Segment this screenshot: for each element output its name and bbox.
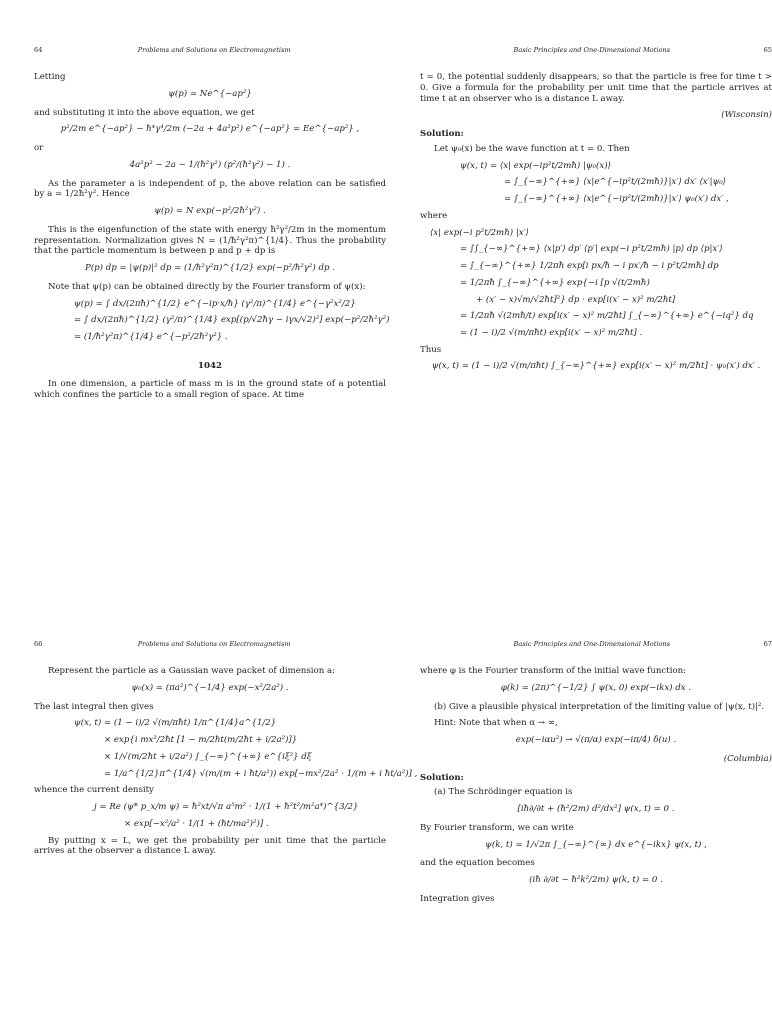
running-title: Problems and Solutions on Electromagnetism <box>137 46 291 54</box>
equation: × exp[−x²/a² · 1/(1 + (ħt/ma²)²)] . <box>124 818 269 829</box>
equation: φ(k) = (2π)^{−1/2} ∫ ψ(x, 0) exp(−ikx) dx . <box>500 682 692 693</box>
equation: P(p) dp = |ψ(p)|² dp = (1/ħ²γ²π)^{1/2} exp(−p²/ħ²γ²) dp . <box>85 263 335 274</box>
equation: × 1/√(m/2ħt + i/2a²) ∫_{−∞}^{+∞} e^{iξ²} dξ <box>104 751 312 762</box>
equation: [iħ∂/∂t + (ħ²/2m) d²/dx²] ψ(x, t) = 0 . <box>517 804 675 815</box>
equation: = (1 − i)/2 √(m/πħt) exp[i(x′ − x)² m/2ħt] . <box>460 327 643 338</box>
paragraph: Integration gives <box>420 893 495 904</box>
paragraph: Represent the particle as a Gaussian wave packet of dimension a: <box>48 666 335 677</box>
page-64 <box>34 46 390 407</box>
equation: exp(−iαu²) → √(π/α) exp(−iπ/4) δ(u) . <box>515 735 677 746</box>
paragraph: By Fourier transform, we can write <box>420 822 574 833</box>
paragraph: where <box>420 210 448 221</box>
equation: ψ(x, t) = (1 − i)/2 √(m/πħt) 1/π^{1/4}a^{1/2} <box>74 718 277 729</box>
running-header <box>34 640 386 648</box>
equation: ψ(p) = ∫ dx/(2πħ)^{1/2} e^{−ip·x/ħ} (γ²/π)^{1/4} e^{−γ²x²/2} <box>74 298 356 309</box>
solution-heading: Solution: <box>420 129 464 140</box>
page-number: 65 <box>763 46 772 54</box>
running-title: Problems and Solutions on Electromagnetism <box>137 640 291 648</box>
equation: = 1/2πħ ∫_{−∞}^{+∞} exp{−i [p √(t/2mħ) <box>460 277 650 288</box>
equation: ψ(p) = N exp(−p²/2ħ²γ²) . <box>154 206 266 217</box>
paragraph: By putting x = L, we get the probability per unit time that the particle arrives at the observer a distance L away. <box>34 835 386 857</box>
source-label: (Wisconsin) <box>721 110 772 121</box>
paragraph: As the parameter a is independent of p, the above relation can be satisfied by a = 1/2ħ²γ². Hence <box>34 178 386 200</box>
equation: = ∫_{−∞}^{+∞} 1/2πħ exp[i px/ħ − i px′/ħ − i p²t/2mħ] dp <box>460 261 719 272</box>
equation: ψ(p) = Ne^{−ap²} <box>168 88 252 99</box>
paragraph: Thus <box>420 344 442 355</box>
equation: = 1/2πħ √(2mħ/t) exp[i(x′ − x)² m/2ħt] ∫_{−∞}^{+∞} e^{−iq²} dq <box>460 311 754 322</box>
equation: j = Re (ψ* p_x/m ψ) = ħ²xt/√π a⁵m² · 1/(1 + ħ²t²/m²a⁴)^{3/2} <box>94 802 359 813</box>
running-title: Basic Principles and One-Dimensional Motions <box>513 640 671 648</box>
running-header <box>420 46 772 54</box>
equation: ψ₀(x) = (πa²)^{−1/4} exp(−x²/2a²) . <box>131 682 289 693</box>
running-header <box>34 46 386 54</box>
running-header <box>420 640 772 648</box>
equation: ψ(x, t) = ⟨x| exp(−ip²t/2mħ) |ψ₀(x)⟩ <box>460 160 611 171</box>
equation: = ∫∫_{−∞}^{+∞} ⟨x|p′⟩ dp′ ⟨p′| exp(−i p²t/2mħ) |p⟩ dp ⟨p|x′⟩ <box>460 244 723 255</box>
paragraph: Let ψ₀(x) be the wave function at t = 0. Then <box>434 143 630 154</box>
paragraph: or <box>34 143 44 154</box>
equation: 4a²p² − 2a − 1/(ħ²γ²) (p²/(ħ²γ²) − 1) . <box>129 159 291 170</box>
equation: ψ(k, t) = 1/√2π ∫_{−∞}^{∞} dx e^{−ikx} ψ(x, t) , <box>485 839 707 850</box>
page-number: 67 <box>763 640 772 648</box>
paragraph: Hint: Note that when α → ∞, <box>434 718 558 729</box>
paragraph: and the equation becomes <box>420 858 535 869</box>
paragraph: whence the current density <box>34 785 154 796</box>
paragraph: Letting <box>34 72 66 83</box>
page-number: 64 <box>34 46 43 54</box>
paragraph: The last integral then gives <box>34 701 154 712</box>
paragraph: (a) The Schrödinger equation is <box>434 787 573 798</box>
paragraph: This is the eigenfunction of the state with energy ħ²γ²/2m in the momentum representation. Normalization gives N = (1/ħ²γ²π)^{1/4}. Thus the probability that the particle momentum is between p and p + dp is <box>34 224 386 257</box>
solution-heading: Solution: <box>420 772 464 783</box>
page-65 <box>420 46 772 380</box>
equation: p²/2m e^{−ap²} − ħ⁴γ⁴/2m (−2a + 4a²p²) e^{−ap²} = Ee^{−ap²} , <box>60 124 360 135</box>
paragraph: Note that ψ(p) can be obtained directly by the Fourier transform of ψ(x): <box>48 281 366 292</box>
equation: = ∫ dx/(2πħ)^{1/2} (γ²/π)^{1/4} exp[(p/√2ħγ − iγx/√2)²] exp(−p²/2ħ²γ²) <box>74 315 390 326</box>
equation: ⟨x| exp(−i p²t/2mħ) |x′⟩ <box>430 227 529 238</box>
page-number: 66 <box>34 640 43 648</box>
equation: = (1/ħ²γ²π)^{1/4} e^{−p²/2ħ²γ²} . <box>74 331 228 342</box>
paragraph: (b) Give a plausible physical interpretation of the limiting value of |ψ(x, t)|². <box>434 701 765 712</box>
paragraph: where φ is the Fourier transform of the initial wave function: <box>420 666 687 677</box>
equation: = ∫_{−∞}^{+∞} ⟨x|e^{−ip²t/(2mħ)}|x′⟩ dx′ ⟨x′|ψ₀⟩ <box>504 177 727 188</box>
equation: ψ(x, t) = (1 − i)/2 √(m/πħt) ∫_{−∞}^{+∞} exp[i(x′ − x)² m/2ħt] · ψ₀(x′) dx′ . <box>431 361 761 372</box>
page-66 <box>34 640 418 863</box>
source-label: (Columbia) <box>723 753 772 764</box>
equation: = ∫_{−∞}^{+∞} ⟨x|e^{−ip²t/(2mħ)}|x′⟩ ψ₀(x′) dx′ , <box>504 194 729 205</box>
page-67 <box>420 640 772 911</box>
equation: × exp{i mx²/2ħt [1 − m/2ħt(m/2ħt + i/2a²)]} <box>104 735 298 746</box>
equation: (iħ ∂/∂t − ħ²k²/2m) ψ(k, t) = 0 . <box>529 875 663 886</box>
paragraph: In one dimension, a particle of mass m is in the ground state of a potential which confines the particle to a small region of space. At time <box>34 379 386 401</box>
paragraph: and substituting it into the above equation, we get <box>34 107 255 118</box>
equation: = 1/a^{1/2}π^{1/4} √(m/(m + i ħt/a²)) exp[−mx²/2a² · 1/(m + i ħt/a²)] , <box>104 768 418 779</box>
paragraph: t = 0, the potential suddenly disappears, so that the particle is free for time t > 0. Give a formula for the probability per unit time that the particle arrives at time t at an observer who is a distance L away. <box>420 72 772 104</box>
problem-number: 1042 <box>198 360 222 371</box>
running-title: Basic Principles and One-Dimensional Motions <box>513 46 671 54</box>
equation: + (x′ − x)√m/√2ħt]²} dp · exp[i(x′ − x)² m/2ħt] <box>476 294 676 305</box>
